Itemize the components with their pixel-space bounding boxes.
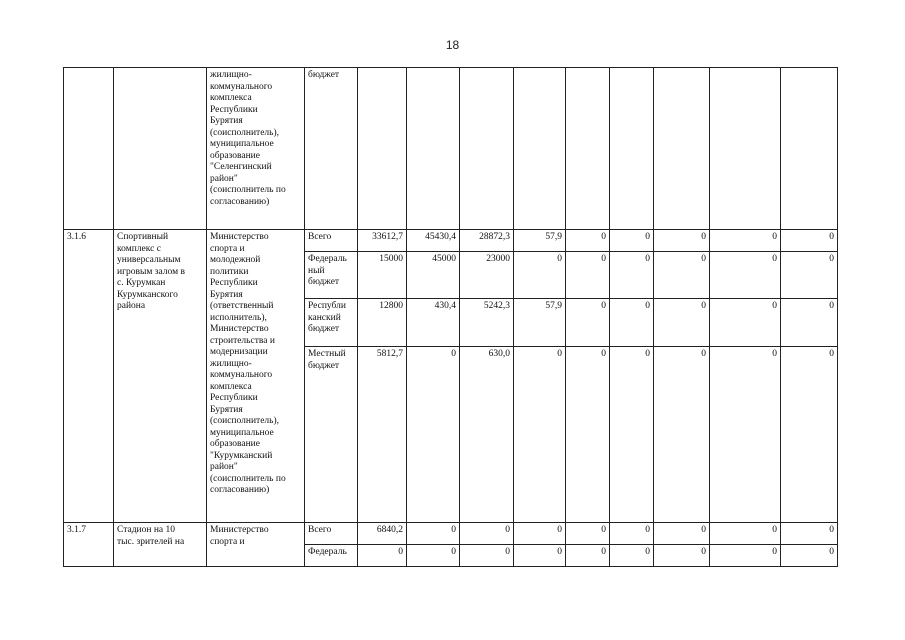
value-cell xyxy=(358,68,407,230)
item-code: 3.1.7 xyxy=(64,523,114,567)
funding-source: Федераль xyxy=(305,545,358,567)
value-cell: 630,0 xyxy=(460,347,514,523)
value-cell: 0 xyxy=(566,230,610,252)
value-cell: 0 xyxy=(407,523,460,545)
table-row xyxy=(64,230,838,252)
value-cell: 12800 xyxy=(358,299,407,347)
funding-source: Республи канский бюджет xyxy=(305,299,358,347)
value-cell: 0 xyxy=(566,299,610,347)
value-cell: 0 xyxy=(654,347,710,523)
value-cell: 430,4 xyxy=(407,299,460,347)
table-row xyxy=(64,68,838,230)
value-cell: 0 xyxy=(654,230,710,252)
table-row xyxy=(64,523,838,545)
value-cell xyxy=(566,68,610,230)
value-cell: 0 xyxy=(407,545,460,567)
value-cell: 0 xyxy=(566,347,610,523)
value-cell: 45000 xyxy=(407,252,460,299)
value-cell: 0 xyxy=(358,545,407,567)
funding-source: Местный бюджет xyxy=(305,347,358,523)
value-cell: 0 xyxy=(710,523,781,545)
item-executor: Министерство спорта и xyxy=(207,523,305,567)
value-cell: 0 xyxy=(781,252,838,299)
item-executor: жилищно- коммунального комплекса Республики Бурятия (соисполнитель), муниципальное образование "Селенгинский район" (соисполнитель по согласованию) xyxy=(207,68,305,230)
item-code xyxy=(64,68,114,230)
page-number: 18 xyxy=(445,38,460,52)
value-cell xyxy=(781,68,838,230)
value-cell: 0 xyxy=(781,523,838,545)
value-cell: 0 xyxy=(610,523,654,545)
value-cell: 0 xyxy=(781,545,838,567)
value-cell: 0 xyxy=(781,299,838,347)
funding-source: Всего xyxy=(305,523,358,545)
value-cell: 0 xyxy=(710,545,781,567)
value-cell: 0 xyxy=(654,545,710,567)
value-cell: 0 xyxy=(460,523,514,545)
value-cell: 6840,2 xyxy=(358,523,407,545)
value-cell: 0 xyxy=(514,545,566,567)
value-cell: 0 xyxy=(514,252,566,299)
value-cell: 0 xyxy=(566,545,610,567)
value-cell: 33612,7 xyxy=(358,230,407,252)
value-cell: 0 xyxy=(610,299,654,347)
item-code: 3.1.6 xyxy=(64,230,114,523)
value-cell: 0 xyxy=(514,523,566,545)
value-cell: 0 xyxy=(710,230,781,252)
value-cell: 0 xyxy=(610,230,654,252)
value-cell: 0 xyxy=(610,545,654,567)
value-cell: 15000 xyxy=(358,252,407,299)
value-cell: 28872,3 xyxy=(460,230,514,252)
value-cell: 5812,7 xyxy=(358,347,407,523)
value-cell: 0 xyxy=(781,230,838,252)
value-cell: 0 xyxy=(514,347,566,523)
value-cell xyxy=(460,68,514,230)
value-cell: 0 xyxy=(710,347,781,523)
value-cell xyxy=(654,68,710,230)
budget-table xyxy=(63,67,838,567)
value-cell: 0 xyxy=(781,347,838,523)
value-cell: 57,9 xyxy=(514,299,566,347)
item-name: Стадион на 10 тыс. зрителей на xyxy=(114,523,207,567)
value-cell xyxy=(710,68,781,230)
funding-source: бюджет xyxy=(305,68,358,230)
value-cell: 45430,4 xyxy=(407,230,460,252)
value-cell: 0 xyxy=(654,299,710,347)
funding-source: Всего xyxy=(305,230,358,252)
item-name xyxy=(114,68,207,230)
value-cell xyxy=(514,68,566,230)
value-cell: 0 xyxy=(566,523,610,545)
value-cell xyxy=(407,68,460,230)
value-cell: 0 xyxy=(610,252,654,299)
value-cell: 23000 xyxy=(460,252,514,299)
value-cell: 5242,3 xyxy=(460,299,514,347)
value-cell: 0 xyxy=(460,545,514,567)
item-executor: Министерство спорта и молодежной политики Республики Бурятия (ответственный исполнитель), Министерство строительства и модернизации жилищно- коммунального комплекса Республики Бурятия (соисполнитель), муниципальное образование "Курумканский район" (соисполнитель по согласованию) xyxy=(207,230,305,523)
value-cell: 0 xyxy=(566,252,610,299)
funding-source: Федераль ный бюджет xyxy=(305,252,358,299)
value-cell xyxy=(610,68,654,230)
value-cell: 0 xyxy=(654,252,710,299)
item-name: Спортивный комплекс с универсальным игровым залом в с. Курумкан Курумканского района xyxy=(114,230,207,523)
value-cell: 0 xyxy=(654,523,710,545)
value-cell: 57,9 xyxy=(514,230,566,252)
value-cell: 0 xyxy=(710,252,781,299)
value-cell: 0 xyxy=(710,299,781,347)
value-cell: 0 xyxy=(610,347,654,523)
value-cell: 0 xyxy=(407,347,460,523)
